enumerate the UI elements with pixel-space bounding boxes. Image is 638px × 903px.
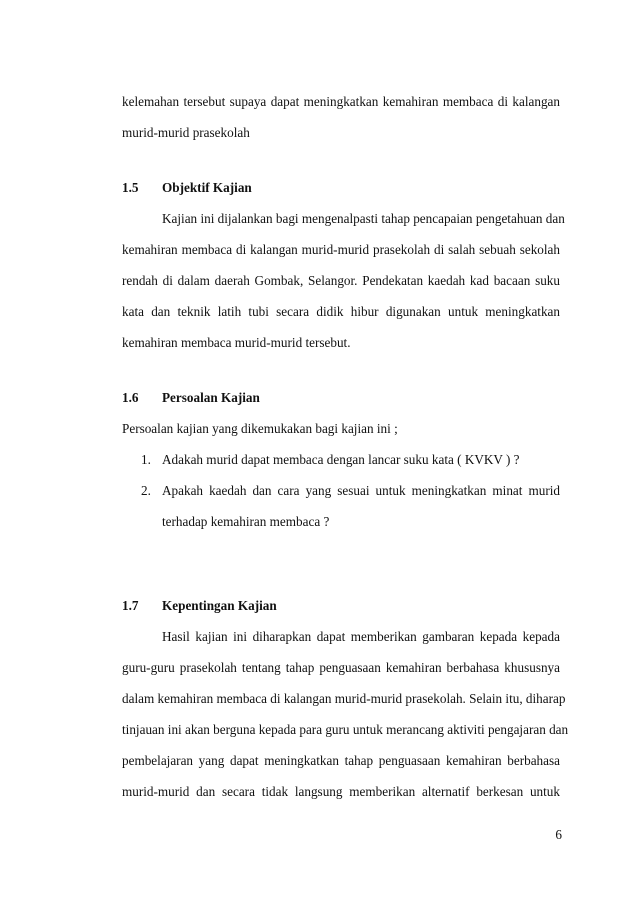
section-1-5-line-4: kata dan teknik latih tubi secara didik hibur digunakan untuk meningkatkan (122, 304, 560, 319)
section-1-7-line-5: pembelajaran yang dapat meningkatkan tahap penguasaan kemahiran berbahasa (122, 753, 560, 768)
list-item-number-2: 2. (141, 483, 151, 498)
section-1-7-line-3: dalam kemahiran membaca di kalangan murid-murid prasekolah. Selain itu, diharap (122, 691, 566, 706)
section-title-1-5: Objektif Kajian (162, 180, 252, 195)
section-1-7-line-4: tinjauan ini akan berguna kepada para guru untuk merancang aktiviti pengajaran dan (122, 722, 569, 737)
page-number: 6 (555, 827, 562, 842)
section-1-5-line-5: kemahiran membaca murid-murid tersebut. (122, 335, 351, 350)
section-title-1-6: Persoalan Kajian (162, 390, 260, 405)
intro-line-1: kelemahan tersebut supaya dapat meningkatkan kemahiran membaca di kalangan (122, 94, 560, 109)
section-1-6-intro: Persoalan kajian yang dikemukakan bagi kajian ini ; (122, 421, 398, 436)
section-1-5-line-2: kemahiran membaca di kalangan murid-murid prasekolah di salah sebuah sekolah (122, 242, 560, 257)
section-number-1-5: 1.5 (122, 180, 139, 195)
section-1-7-line-2: guru-guru prasekolah tentang tahap penguasaan kemahiran berbahasa khususnya (122, 660, 560, 675)
list-item-number-1: 1. (141, 452, 151, 467)
section-1-7-line-6: murid-murid dan secara tidak langsung memberikan alternatif berkesan untuk (122, 784, 560, 799)
intro-line-2: murid-murid prasekolah (122, 125, 250, 140)
section-1-5-line-1: Kajian ini dijalankan bagi mengenalpasti tahap pencapaian pengetahuan dan (162, 211, 565, 226)
section-1-5-line-3: rendah di dalam daerah Gombak, Selangor. Pendekatan kaedah kad bacaan suku (122, 273, 560, 288)
section-1-7-line-1: Hasil kajian ini diharapkan dapat memberikan gambaran kepada kepada (162, 629, 560, 644)
list-item-text-1: Adakah murid dapat membaca dengan lancar suku kata ( KVKV ) ? (162, 452, 520, 467)
list-item-text-2-line-2: terhadap kemahiran membaca ? (162, 514, 330, 529)
list-item-text-2-line-1: Apakah kaedah dan cara yang sesuai untuk meningkatkan minat murid (162, 483, 560, 498)
section-title-1-7: Kepentingan Kajian (162, 598, 277, 613)
section-number-1-6: 1.6 (122, 390, 139, 405)
section-number-1-7: 1.7 (122, 598, 139, 613)
